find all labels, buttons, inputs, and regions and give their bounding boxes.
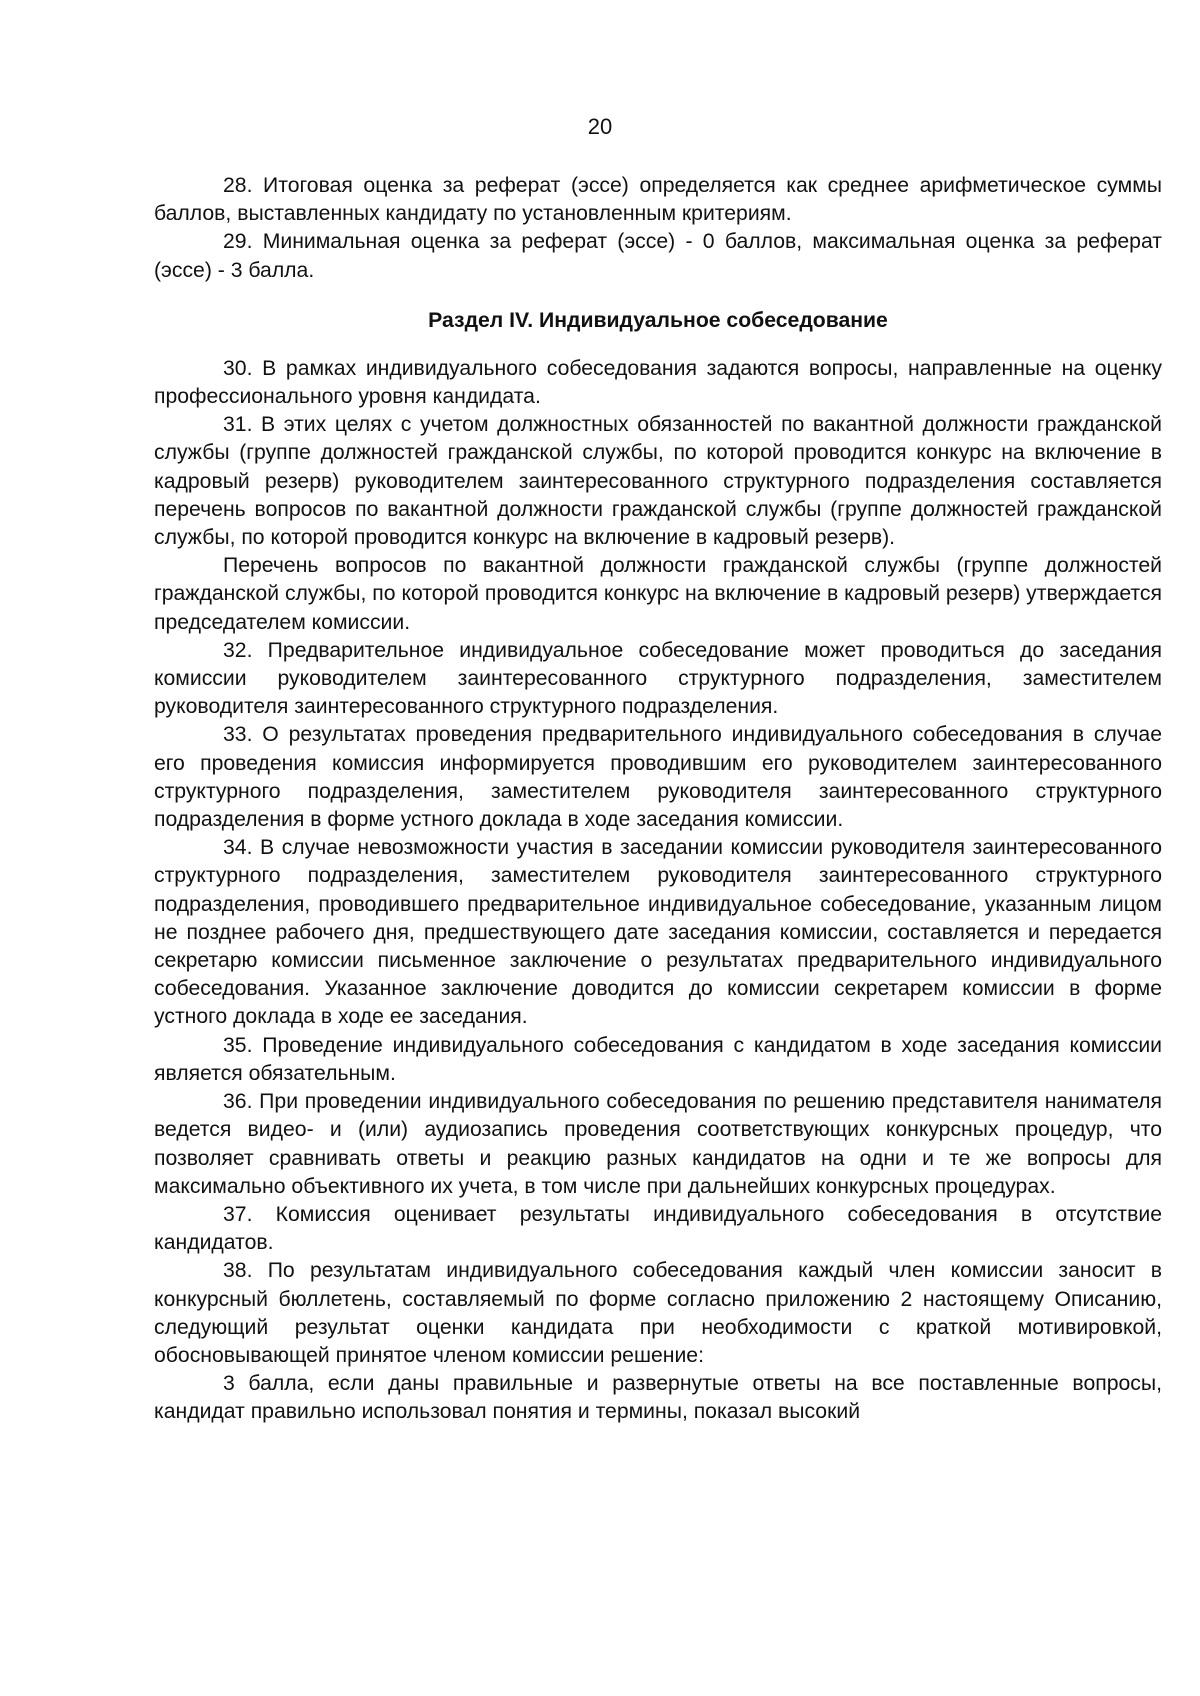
paragraph-score-3: 3 балла, если даны правильные и развернутые ответы на все поставленные вопросы, кандидат правильно использовал понятия и термины, показал высокий <box>154 1372 1162 1424</box>
paragraph-36: 36. При проведении индивидуального собеседования по решению представителя нанимателя ведется видео- и (или) аудиозапись проведения соответствующих конкурсных процедур, что позволяет сравнивать ответы и реакцию разных кандидатов на одни и те же вопросы для максимально объективного их учета, в том числе при дальнейших конкурсных процедурах. <box>154 1090 1162 1198</box>
paragraph-29: 29. Минимальная оценка за реферат (эссе) - 0 баллов, максимальная оценка за реферат (эссе) - 3 балла. <box>154 230 1162 282</box>
document-body <box>154 172 1162 1427</box>
paragraph-37: 37. Комиссия оценивает результаты индивидуального собеседования в отсутствие кандидатов. <box>154 1202 1162 1255</box>
paragraph-32: 32. Предварительное индивидуальное собеседование может проводиться до заседания комиссии руководителем заинтересованного структурного подразделения, заместителем руководителя заинтересованного структурного подразделения. <box>154 638 1162 719</box>
paragraph-31-list-approval: Перечень вопросов по вакантной должности гражданской службы (группе должностей гражданской службы, по которой проводится конкурс на включение в кадровый резерв) утверждается председателем комиссии. <box>154 554 1162 634</box>
paragraph-31: 31. В этих целях с учетом должностных обязанностей по вакантной должности гражданской службы (группе должностей гражданской службы, по которой проводится конкурс на включение в кадровый резерв) руководителем заинтересованного структурного подразделения составляется перечень вопросов по вакантной должности гражданской службы (группе должностей гражданской службы, по которой проводится конкурс на включение в кадровый резерв). <box>154 413 1162 550</box>
paragraph-28: 28. Итоговая оценка за реферат (эссе) определяется как среднее арифметическое суммы баллов, выставленных кандидату по установленным критериям. <box>154 174 1162 226</box>
paragraph-30: 30. В рамках индивидуального собеседования задаются вопросы, направленные на оценку профессионального уровня кандидата. <box>154 356 1162 409</box>
page-number: 20 <box>587 114 613 139</box>
paragraph-38: 38. По результатам индивидуального собеседования каждый член комиссии заносит в конкурсный бюллетень, составляемый по форме согласно приложению 2 настоящему Описанию, следующий результат оценки кандидата при необходимости с краткой мотивировкой, обосновывающей принятое членом комиссии решение: <box>154 1259 1162 1367</box>
paragraph-34: 34. В случае невозможности участия в заседании комиссии руководителя заинтересованного структурного подразделения, заместителем руководителя заинтересованного структурного подразделения, проводившего предварительное индивидуальное собеседование, указанным лицом не позднее рабочего дня, предшествующего дате заседания комиссии, составляется и передается секретарю комиссии письменное заключение о результатах предварительного индивидуального собеседования. Указанное заключение доводится до комиссии секретарем комиссии в форме устного доклада в ходе ее заседания. <box>154 836 1162 1029</box>
paragraph-35: 35. Проведение индивидуального собеседования с кандидатом в ходе заседания комиссии является обязательным. <box>154 1033 1162 1085</box>
paragraph-33: 33. О результатах проведения предварительного индивидуального собеседования в случае его проведения комиссия информируется проводившим его руководителем заинтересованного структурного подразделения, заместителем руководителя заинтересованного структурного подразделения в форме устного доклада в ходе заседания комиссии. <box>154 723 1162 832</box>
section-title: Раздел IV. Индивидуальное собеседование <box>428 308 888 332</box>
